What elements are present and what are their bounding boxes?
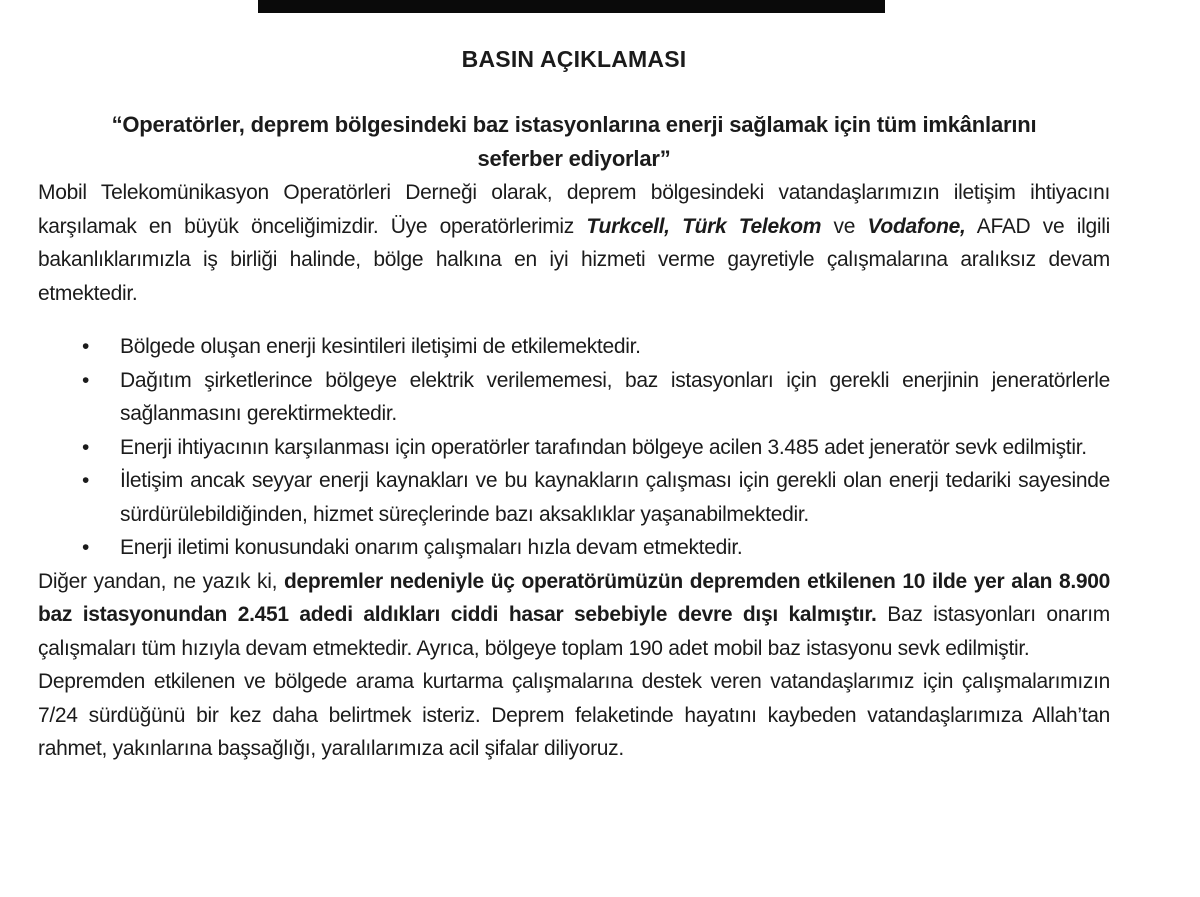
- list-item: [38, 364, 1110, 431]
- text-run: ve: [821, 214, 868, 238]
- subtitle-line-1: “Operatörler, deprem bölgesindeki baz istasyonlarına enerji sağlamak için tüm imkânlarını: [111, 112, 1037, 137]
- bullet-icon: •: [82, 536, 90, 559]
- bullet-icon: •: [82, 368, 90, 392]
- bullet-text: Dağıtım şirketlerince bölgeye elektrik verilememesi, baz istasyonları için gerekli enerjinin jeneratörlerle sağlanmasını gerektirmektedir.: [120, 368, 1110, 425]
- text-run-stats-bold: depremler nedeniyle üç operatörümüzün depremden etkilenen 10 ilde yer alan 8.900 baz istasyonundan 2.451 adedi aldıkları ciddi hasar sebebiyle devre dışı kalmıştır.: [38, 569, 1111, 626]
- document-content: [38, 0, 1110, 766]
- page-title: BASIN AÇIKLAMASI: [461, 46, 687, 72]
- text-run-operators-bold: Turkcell, Türk Telekom: [586, 214, 822, 238]
- text-run: AFAD ve ilgili bakanlıklarımızla iş birliği halinde, bölge halkına en iyi hizmeti verme gayretiyle çalışmalarına aralıksız devam etmektedir.: [38, 214, 1110, 305]
- paragraph-damage-stats: [38, 565, 1110, 666]
- document-subtitle: [38, 108, 1110, 176]
- bullet-text: Enerji iletimi konusundaki onarım çalışmaları hızla devam etmektedir.: [120, 536, 743, 559]
- bullet-text: Enerji ihtiyacının karşılanması için operatörler tarafından bölgeye acilen 3.485 adet jeneratör sevk edilmiştir.: [120, 435, 1087, 459]
- bullet-text: İletişim ancak seyyar enerji kaynakları ve bu kaynakların çalışması için gerekli olan enerji tedariki sayesinde sürdürülebildiğinden, hizmet süreçlerinde bazı aksaklıklar yaşanabilmektedir.: [120, 469, 1110, 526]
- list-item: [38, 330, 1110, 364]
- subtitle-line-2: seferber ediyorlar”: [477, 146, 671, 171]
- list-item: [38, 431, 1110, 465]
- bullet-icon: •: [82, 435, 90, 459]
- list-item: [38, 464, 1110, 531]
- bullet-text: Bölgede oluşan enerji kesintileri iletişimi de etkilemektedir.: [120, 335, 641, 358]
- paragraph-intro: [38, 176, 1110, 310]
- bullet-list: [38, 330, 1110, 565]
- text-run: Mobil Telekomünikasyon Operatörleri Derneği olarak, deprem bölgesindeki vatandaşlarımızın iletişim ihtiyacını karşılamak en büyük önceliğimizdir. Üye operatörlerimiz: [38, 181, 1110, 238]
- paragraph-closing: [38, 665, 1110, 766]
- text-run-vodafone-bold: Vodafone,: [867, 214, 966, 238]
- bullet-icon: •: [82, 469, 90, 492]
- bullet-icon: •: [82, 335, 90, 358]
- text-run: Diğer yandan, ne yazık ki,: [38, 569, 284, 593]
- text-run: Baz istasyonları onarım çalışmaları tüm hızıyla devam etmektedir. Ayrıca, bölgeye toplam 190 adet mobil baz istasyonu sevk edilmiştir.: [38, 603, 1110, 660]
- list-item: [38, 531, 1110, 565]
- text-run: Depremden etkilenen ve bölgede arama kurtarma çalışmalarına destek veren vatandaşlarımız için çalışmalarımızın 7/24 sürdüğünü bir kez daha belirtmek isteriz. Deprem felaketinde hayatını kaybeden vatandaşlarımıza Allah’tan rahmet, yakınlarına başsağlığı, yaralılarımıza acil şifalar diliyoruz.: [38, 670, 1110, 760]
